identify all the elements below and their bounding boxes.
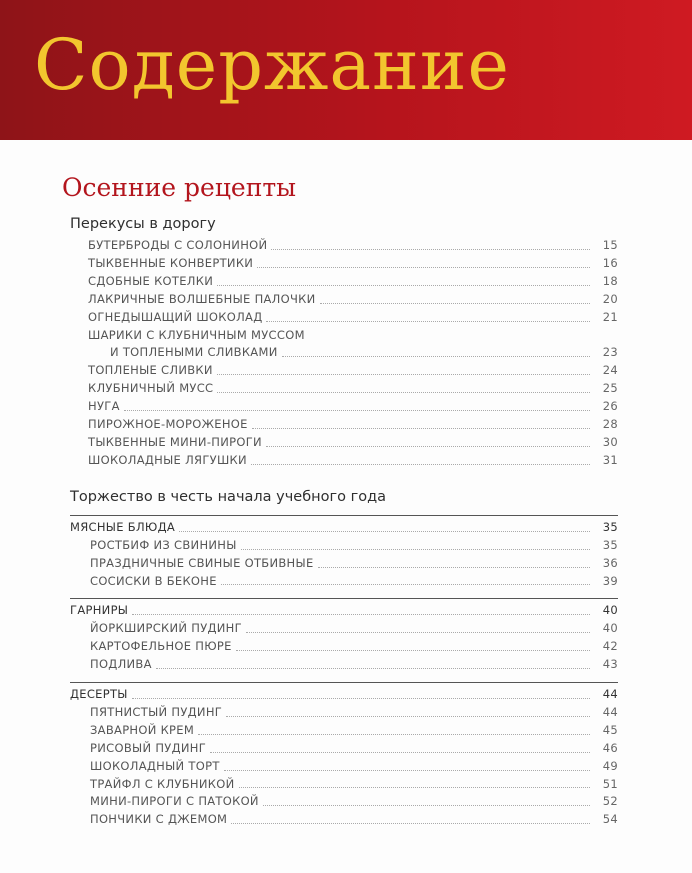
page-number: 31	[602, 452, 618, 467]
toc-entry[interactable]	[90, 758, 618, 776]
dot-leader	[318, 567, 590, 568]
category-block	[70, 515, 618, 591]
category-block	[70, 682, 618, 829]
page-title: Содержание	[34, 24, 510, 106]
subsection-title: Торжество в честь начала учебного года	[70, 488, 387, 505]
dot-leader	[252, 428, 590, 429]
page-number: 49	[602, 758, 618, 773]
toc-entry[interactable]	[88, 344, 618, 362]
dot-leader	[236, 650, 590, 651]
toc-entry[interactable]	[90, 776, 618, 794]
dot-leader	[251, 464, 590, 465]
toc-entry[interactable]	[90, 793, 618, 811]
page-number: 35	[602, 537, 618, 552]
toc-entry[interactable]	[88, 416, 618, 434]
entry-label: ЛАКРИЧНЫЕ ВОЛШЕБНЫЕ ПАЛОЧКИ	[88, 291, 316, 306]
toc-entry[interactable]	[88, 237, 618, 255]
entry-label: ПОНЧИКИ С ДЖЕМОМ	[90, 812, 228, 827]
page-number: 54	[602, 812, 618, 827]
subsection-title: Перекусы в дорогу	[70, 216, 216, 232]
dot-leader	[226, 716, 590, 717]
dot-leader	[282, 356, 590, 357]
entry-label: КАРТОФЕЛЬНОЕ ПЮРЕ	[90, 639, 232, 654]
page-number: 16	[602, 255, 618, 270]
header-banner	[0, 0, 692, 140]
entry-label: МЯСНЫЕ БЛЮДА	[70, 519, 176, 534]
toc-entry[interactable]	[90, 811, 618, 829]
page-number: 21	[602, 309, 618, 324]
toc-entry[interactable]	[90, 656, 618, 674]
page-number: 15	[602, 238, 618, 252]
toc-entry[interactable]	[88, 434, 618, 452]
dot-leader	[241, 549, 590, 550]
dot-leader	[179, 531, 590, 532]
toc-entry[interactable]	[88, 362, 618, 380]
page-number: 45	[602, 722, 618, 737]
toc-entry[interactable]	[90, 638, 618, 656]
table-of-contents	[62, 170, 618, 829]
entry-label: И ТОПЛЕНЫМИ СЛИВКАМИ	[110, 345, 278, 360]
entry-label: СДОБНЫЕ КОТЕЛКИ	[88, 273, 214, 288]
dot-leader	[124, 410, 590, 411]
page-number: 23	[602, 345, 618, 360]
page-number: 25	[602, 381, 618, 396]
subsection-snacks	[62, 214, 618, 470]
dot-leader	[266, 446, 590, 447]
dot-leader	[217, 374, 590, 375]
page-number: 52	[602, 794, 618, 809]
entry-label: ТРАЙФЛ С КЛУБНИКОЙ	[90, 776, 235, 791]
entry-label: ТЫКВЕННЫЕ МИНИ-ПИРОГИ	[88, 434, 262, 449]
page-number: 44	[602, 704, 618, 719]
entry-label: ПИРОЖНОЕ-МОРОЖЕНОЕ	[88, 417, 248, 432]
dot-leader	[257, 267, 590, 268]
page-number: 42	[602, 639, 618, 654]
entry-label: ШАРИКИ С КЛУБНИЧНЫМ МУССОМ	[88, 327, 305, 342]
category-heading[interactable]	[70, 686, 618, 704]
dot-leader	[263, 805, 590, 806]
subsection-feast	[62, 487, 618, 830]
category-block	[70, 598, 618, 674]
page-number: 18	[602, 273, 618, 288]
dot-leader	[239, 787, 591, 788]
toc-entry[interactable]	[90, 740, 618, 758]
entry-label: ШОКОЛАДНЫЕ ЛЯГУШКИ	[88, 452, 247, 467]
dot-leader	[132, 614, 590, 615]
page-number: 43	[602, 657, 618, 672]
entry-label: ТЫКВЕННЫЕ КОНВЕРТИКИ	[88, 255, 254, 270]
entry-label: ПЯТНИСТЫЙ ПУДИНГ	[90, 704, 223, 719]
dot-leader	[246, 632, 590, 633]
entry-label: ПОДЛИВА	[90, 657, 152, 672]
page-number: 28	[602, 417, 618, 432]
toc-entry[interactable]	[88, 452, 618, 470]
dot-leader	[217, 285, 590, 286]
dot-leader	[210, 752, 590, 753]
page-number: 20	[602, 291, 618, 306]
page-number: 39	[602, 573, 618, 588]
toc-entry[interactable]	[90, 537, 618, 555]
entry-label: БУТЕРБРОДЫ С СОЛОНИНОЙ	[88, 238, 268, 252]
dot-leader	[156, 668, 590, 669]
entry-label: МИНИ-ПИРОГИ С ПАТОКОЙ	[90, 794, 259, 809]
toc-entry[interactable]	[88, 398, 618, 416]
dot-leader	[271, 249, 590, 250]
toc-entry[interactable]	[90, 722, 618, 740]
dot-leader	[231, 823, 590, 824]
entry-label: ШОКОЛАДНЫЙ ТОРТ	[90, 758, 220, 773]
toc-entry[interactable]	[90, 555, 618, 573]
toc-entry[interactable]	[90, 704, 618, 722]
entry-label: ОГНЕДЫШАЩИЙ ШОКОЛАД	[88, 309, 263, 324]
page-number: 26	[602, 399, 618, 414]
category-list	[62, 515, 618, 830]
dot-leader	[198, 734, 590, 735]
entry-label: КЛУБНИЧНЫЙ МУСС	[88, 381, 214, 396]
entry-label: ТОПЛЕНЫЕ СЛИВКИ	[88, 363, 213, 378]
dot-leader	[217, 392, 590, 393]
entry-label: ДЕСЕРТЫ	[70, 687, 128, 702]
entry-label: ПРАЗДНИЧНЫЕ СВИНЫЕ ОТБИВНЫЕ	[90, 555, 314, 570]
entry-label: РИСОВЫЙ ПУДИНГ	[90, 740, 207, 755]
toc-entry[interactable]	[88, 273, 618, 291]
toc-entry[interactable]	[88, 291, 618, 309]
dot-leader	[224, 770, 590, 771]
category-heading[interactable]	[70, 519, 618, 537]
entry-label: РОСТБИФ ИЗ СВИНИНЫ	[90, 537, 237, 552]
toc-entry[interactable]	[88, 309, 618, 327]
page-number: 46	[602, 740, 618, 755]
page-number: 40	[602, 621, 618, 636]
category-heading[interactable]	[70, 602, 618, 620]
entry-label: ГАРНИРЫ	[70, 603, 129, 618]
page-number: 40	[602, 603, 618, 618]
page-number: 30	[602, 434, 618, 449]
dot-leader	[132, 698, 590, 699]
page-number: 36	[602, 555, 618, 570]
dot-leader	[320, 303, 590, 304]
page-number: 44	[602, 687, 618, 702]
dot-leader	[266, 321, 590, 322]
dot-leader	[221, 584, 590, 585]
toc-entry[interactable]	[88, 380, 618, 398]
page-number: 35	[602, 519, 618, 534]
entry-label: ЙОРКШИРСКИЙ ПУДИНГ	[90, 621, 242, 636]
entry-label: НУГА	[88, 399, 120, 414]
recipe-list	[62, 237, 618, 470]
entry-label: СОСИСКИ В БЕКОНЕ	[90, 573, 217, 588]
page-number: 51	[602, 776, 618, 791]
section-title: Осенние рецепты	[62, 173, 297, 202]
toc-entry[interactable]	[88, 255, 618, 273]
entry-label: ЗАВАРНОЙ КРЕМ	[90, 722, 195, 737]
toc-entry[interactable]	[90, 620, 618, 638]
toc-entry[interactable]	[90, 573, 618, 591]
page-number: 24	[602, 363, 618, 378]
toc-entry[interactable]	[88, 327, 618, 345]
